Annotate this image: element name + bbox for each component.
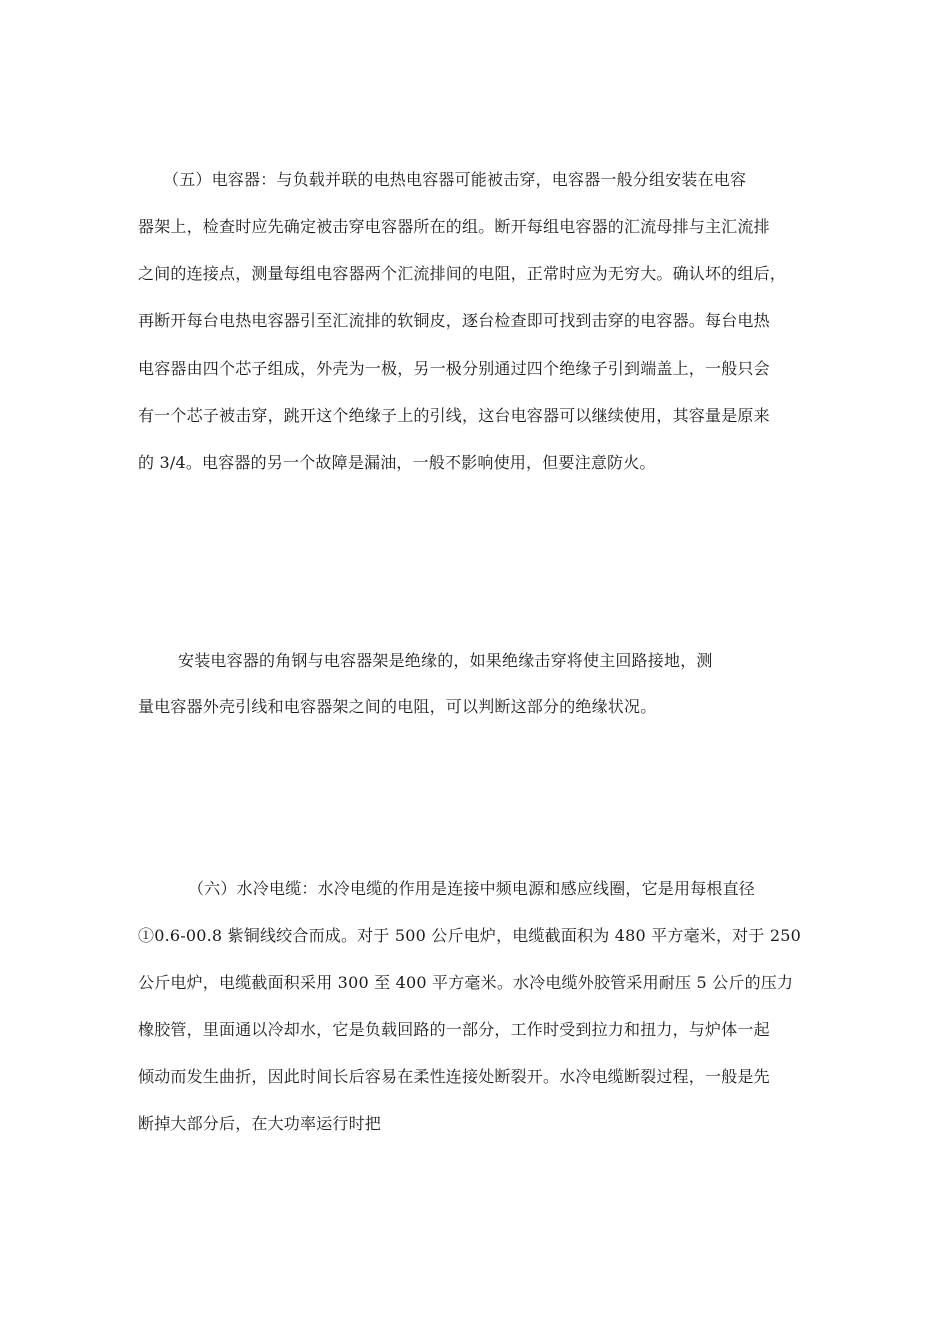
- text-line: 的 3/4。电容器的另一个故障是漏油，一般不影响使用，但要注意防火。: [138, 453, 656, 472]
- text-line: 再断开每台电热电容器引至汇流排的软铜皮，逐台检查即可找到击穿的电容器。每台电热: [138, 311, 770, 330]
- text-line: 公斤电炉，电缆截面积采用 300 至 400 平方毫米。水冷电缆外胶管采用耐压 5 公斤的压力: [138, 973, 794, 992]
- text-line: 电容器由四个芯子组成，外壳为一极，另一极分别通过四个绝缘子引到端盖上，一般只会: [138, 359, 770, 378]
- text-line: 橡胶管，里面通以冷却水，它是负载回路的一部分，工作时受到拉力和扭力，与炉体一起: [138, 1020, 770, 1039]
- text-line: 之间的连接点，测量每组电容器两个汇流排间的电阻，正常时应为无穷大。确认坏的组后，: [138, 264, 787, 283]
- text-line: 器架上，检查时应先确定被击穿电容器所在的组。断开每组电容器的汇流母排与主汇流排: [138, 217, 770, 236]
- text-line: （六）水冷电缆：水冷电缆的作用是连接中频电源和感应线圈，它是用每根直径: [188, 879, 756, 898]
- text-line: 安装电容器的角钢与电容器架是绝缘的，如果绝缘击穿将使主回路接地，测: [178, 651, 713, 670]
- text-line: （五）电容器：与负载并联的电热电容器可能被击穿，电容器一般分组安装在电容: [163, 170, 747, 189]
- text-line: 量电容器外壳引线和电容器架之间的电阻，可以判断这部分的绝缘状况。: [138, 697, 657, 716]
- text-line: ①0.6-00.8 紫铜线绞合而成。对于 500 公斤电炉，电缆截面积为 480 平方毫米，对于 250: [138, 926, 802, 945]
- text-line: 倾动而发生曲折，因此时间长后容易在柔性连接处断裂开。水冷电缆断裂过程，一般是先: [138, 1067, 770, 1086]
- text-line: 断掉大部分后，在大功率运行时把: [138, 1114, 382, 1133]
- text-line: 有一个芯子被击穿，跳开这个绝缘子上的引线，这台电容器可以继续使用，其容量是原来: [138, 406, 770, 425]
